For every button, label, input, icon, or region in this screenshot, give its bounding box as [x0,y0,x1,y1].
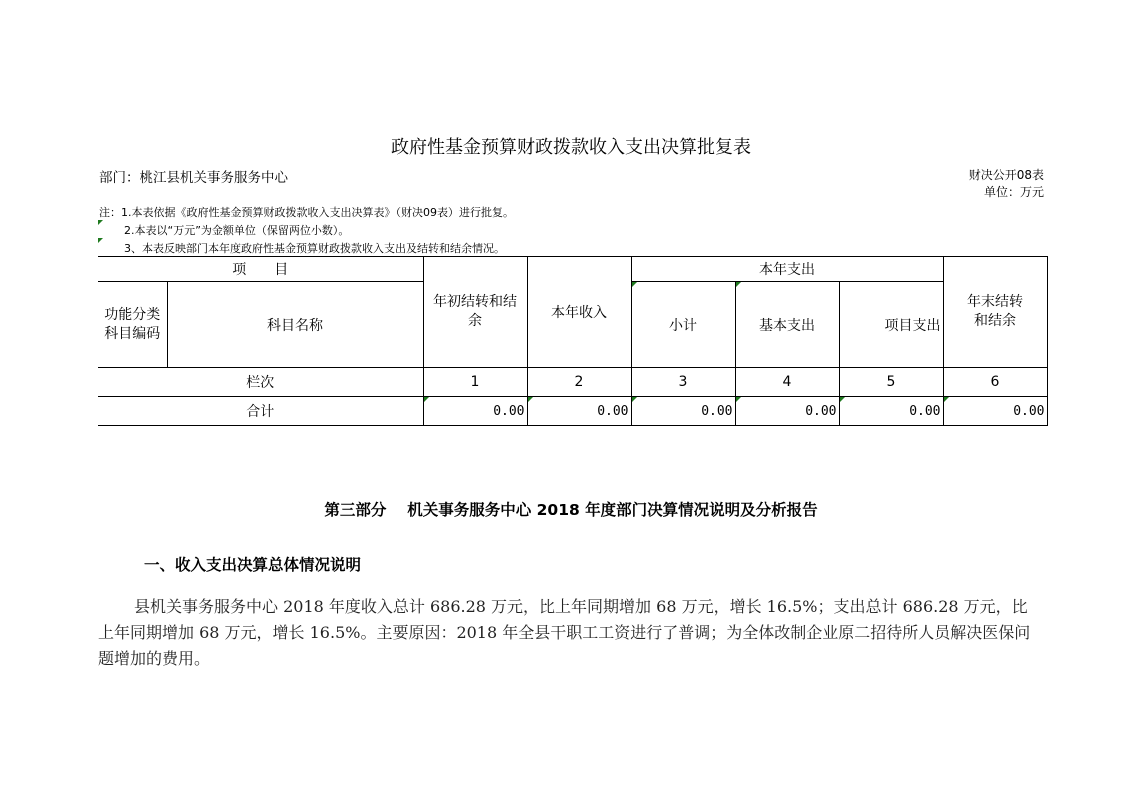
col-number: 3 [631,368,735,397]
col-number: 1 [423,368,527,397]
cell-marker-icon [736,397,741,402]
total-value [943,397,1047,426]
note-1: 注：1.本表依据《政府性基金预算财政拨款收入支出决算表》（财决09表）进行批复。 [99,206,514,219]
col-number: 5 [839,368,943,397]
header-basic-text: 基本支出 [759,317,815,334]
total-value-text: 0.00 [597,403,629,419]
header-subject-name: 科目名称 [167,282,423,368]
header-subtotal [631,282,735,368]
approval-table [98,256,1048,426]
department-label: 部门：桃江县机关事务服务中心 [99,170,288,186]
header-income: 本年收入 [527,257,631,368]
total-label: 合计 [98,397,423,426]
note-3: 3、本表反映部门本年度政府性基金预算财政拨款收入支出及结转和结余情况。 [124,242,505,255]
total-value-text: 0.00 [493,403,525,419]
cell-marker-icon [424,397,429,402]
cell-marker-icon [632,397,637,402]
subheading: 一、收入支出决算总体情况说明 [144,556,362,574]
report-paragraph: 县机关事务服务中心 2018 年度收入总计 686.28 万元，比上年同期增加 68 万元，增长 16.5%；支出总计 686.28 万元，比上年同期增加 68 万元，增长 16.5%。主要原因：2018 年全县干职工工资进行了普调；为全体改制企业原二招待所人员解决医保问题增加的费用。 [98,597,1031,668]
header-basic [735,282,839,368]
cell-marker-icon [98,220,103,225]
cell-marker-icon [736,282,741,287]
section-title: 第三部分 机关事务服务中心 2018 年度部门决算情况说明及分析报告 [324,501,818,519]
header-begin-balance-text: 年初结转和结余 [433,294,517,329]
total-value-text: 0.00 [805,403,837,419]
total-value [735,397,839,426]
total-value [527,397,631,426]
col-number: 4 [735,368,839,397]
col-number: 6 [943,368,1047,397]
header-expense: 本年支出 [631,257,943,282]
total-value-text: 0.00 [1013,403,1045,419]
cell-marker-icon [528,397,533,402]
header-project: 项 目 [98,257,423,282]
table-code: 财决公开08表 [968,168,1044,182]
header-subtotal-text: 小计 [669,317,697,334]
unit-label: 单位：万元 [983,185,1044,199]
page-title: 政府性基金预算财政拨款收入支出决算批复表 [391,137,751,158]
header-end-balance-text: 年末结转 和结余 [967,294,1023,329]
cell-marker-icon [632,282,637,287]
total-value [631,397,735,426]
total-value-text: 0.00 [909,403,941,419]
header-end-balance [943,257,1047,368]
cell-marker-icon [944,397,949,402]
total-value [839,397,943,426]
total-value-text: 0.00 [701,403,733,419]
note-2: 2.本表以“万元”为金额单位（保留两位小数）。 [124,224,350,237]
cell-marker-icon [98,238,103,243]
header-func-code: 功能分类 科目编码 [98,282,167,368]
total-value [423,397,527,426]
header-begin-balance [423,257,527,368]
col-label: 栏次 [98,368,423,397]
cell-marker-icon [840,397,845,402]
col-number: 2 [527,368,631,397]
header-project-expense: 项目支出 [839,282,943,368]
